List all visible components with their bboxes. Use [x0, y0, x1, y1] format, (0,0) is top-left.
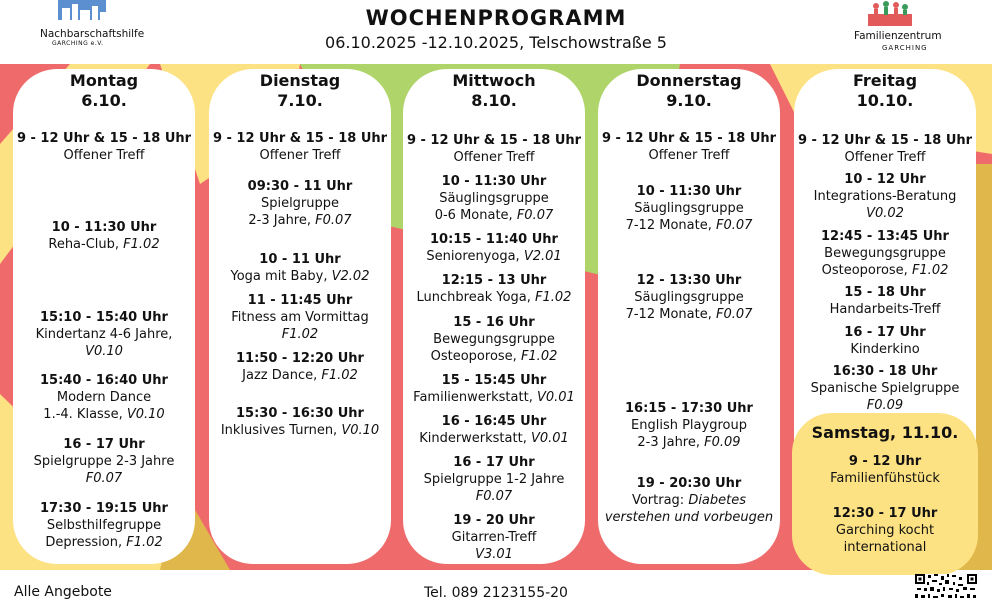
event: 15 - 16 Uhr Bewegungsgruppe Osteoporose, F1.02 — [430, 315, 558, 364]
event: 9 - 12 Uhr & 15 - 18 Uhr Offener Treff — [601, 131, 777, 163]
footer-phone: Tel. 089 2123155-20 — [424, 585, 568, 601]
event: 9 - 12 Uhr & 15 - 18 Uhr Offener Treff — [16, 131, 192, 163]
header — [0, 0, 992, 64]
event: 15:30 - 16:30 Uhr Inklusives Turnen, V0.10 — [220, 406, 380, 438]
event: 15 - 15:45 Uhr Familienwerkstatt, V0.01 — [413, 373, 575, 405]
event: 16 - 17 Uhr Spielgruppe 1-2 Jahre F0.07 — [423, 455, 565, 504]
day-column-donnerstag — [598, 69, 780, 564]
day-name: Mittwoch — [452, 71, 536, 90]
day-name: Freitag — [852, 71, 918, 90]
day-date: 7.10. — [277, 91, 323, 110]
event: 10 - 11 Uhr Yoga mit Baby, V2.02 — [230, 252, 370, 284]
day-name: Donnerstag — [636, 71, 742, 90]
day-name: Samstag, 11.10. — [811, 423, 959, 442]
day-date: 9.10. — [666, 91, 712, 110]
event: 12:15 - 13 Uhr Lunchbreak Yoga, F1.02 — [416, 273, 572, 305]
event: 16 - 17 Uhr Kinderkino — [844, 325, 926, 357]
event: 10:15 - 11:40 Uhr Seniorenyoga, V2.01 — [426, 232, 562, 264]
event: 11 - 11:45 Uhr Fitness am Vormittag F1.02 — [231, 293, 369, 342]
logo-left-name: Nachbarschaftshilfe — [40, 28, 145, 40]
event: 19 - 20:30 Uhr Vortrag: Diabetes verstehen und vorbeugen — [604, 476, 774, 525]
event: 19 - 20 Uhr Gitarren-Treff V3.01 — [451, 513, 537, 562]
event: 16 - 17 Uhr Spielgruppe 2-3 Jahre F0.07 — [33, 437, 175, 486]
familienzentrum-logo — [848, 0, 944, 56]
logo-left-sub: GARCHING e.V. — [52, 40, 104, 47]
day-column-dienstag — [209, 69, 391, 564]
day-date: 6.10. — [81, 91, 127, 110]
event: 9 - 12 Uhr & 15 - 18 Uhr Offener Treff — [797, 133, 973, 165]
event: 10 - 12 Uhr Integrations-Beratung V0.02 — [813, 172, 957, 221]
family-icon — [868, 0, 912, 26]
page-subtitle: 06.10.2025 -12.10.2025, Telschowstraße 5 — [325, 33, 667, 52]
logo-right-name: Familienzentrum — [854, 30, 942, 42]
event: 9 - 12 Uhr & 15 - 18 Uhr Offener Treff — [212, 131, 388, 163]
event: 10 - 11:30 Uhr Reha-Club, F1.02 — [48, 220, 160, 252]
event: 16 - 16:45 Uhr Kinderwerkstatt, V0.01 — [419, 414, 569, 446]
event: 9 - 12 Uhr & 15 - 18 Uhr Offener Treff — [406, 133, 582, 165]
event: 15:10 - 15:40 Uhr Kindertanz 4-6 Jahre, V0.10 — [35, 310, 173, 359]
day-column-montag — [13, 69, 195, 564]
event: 12:30 - 17 Uhr Garching kocht international — [832, 506, 938, 555]
event: 12:45 - 13:45 Uhr Bewegungsgruppe Osteoporose, F1.02 — [821, 229, 949, 278]
event: 10 - 11:30 Uhr Säuglingsgruppe 7-12 Monate, F0.07 — [625, 184, 753, 233]
footer-all-offers: Alle Angebote — [14, 584, 112, 600]
event: 12 - 13:30 Uhr Säuglingsgruppe 7-12 Monate, F0.07 — [625, 273, 753, 322]
event: 16:15 - 17:30 Uhr English Playgroup 2-3 Jahre, F0.09 — [625, 401, 753, 450]
event: 11:50 - 12:20 Uhr Jazz Dance, F1.02 — [236, 351, 364, 383]
event: 17:30 - 19:15 Uhr Selbsthilfegruppe Depression, F1.02 — [40, 501, 168, 550]
logo-right-sub: GARCHING — [882, 44, 928, 52]
page-title: WOCHENPROGRAMM — [365, 6, 627, 30]
day-date: 8.10. — [471, 91, 517, 110]
day-column-mittwoch — [403, 69, 585, 564]
day-column-samstag — [792, 413, 978, 575]
event: 15:40 - 16:40 Uhr Modern Dance 1.-4. Klasse, V0.10 — [40, 373, 168, 422]
event: 16:30 - 18 Uhr Spanische Spielgruppe F0.09 — [810, 364, 960, 413]
event: 15 - 18 Uhr Handarbeits-Treff — [829, 285, 941, 317]
qr-code-icon — [915, 574, 977, 600]
event: 9 - 12 Uhr Familienfühstück — [830, 454, 940, 486]
event: 10 - 11:30 Uhr Säuglingsgruppe 0-6 Monate, F0.07 — [434, 174, 554, 223]
event: 09:30 - 11 Uhr Spielgruppe 2-3 Jahre, F0.07 — [247, 179, 353, 228]
day-date: 10.10. — [856, 91, 914, 110]
day-name: Dienstag — [259, 71, 341, 90]
day-name: Montag — [69, 71, 139, 90]
